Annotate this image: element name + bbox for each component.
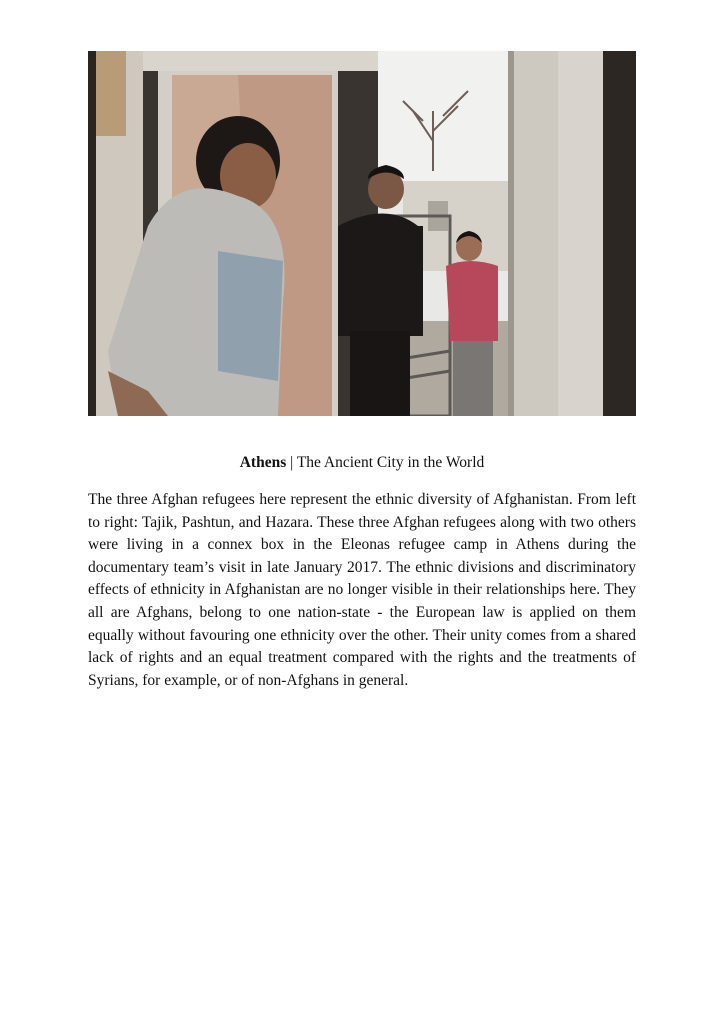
photo-caption	[88, 452, 636, 474]
caption-title: The Ancient City in the World	[296, 454, 485, 471]
caption-place: Athens	[239, 454, 287, 471]
refugee-photo	[88, 51, 636, 416]
body-paragraph: The three Afghan refugees here represent the ethnic diversity of Afghanistan. From left to right: Tajik, Pashtun, and Hazara. These three Afghan refugees along with two others were living in a connex box in the Eleonas refugee camp in Athens during the documentary team’s visit in late January 2017. The ethnic divisions and discriminatory effects of ethnicity in Afghanistan are no longer visible in their relationships here. They all are Afghans, belong to one nation-state - the European law is applied on them equally without favouring one ethnicity over the other. Their unity comes from a shared lack of rights and an equal treatment compared with the rights and the treatments of Syrians, for example, or of non-Afghans in general.	[88, 491, 636, 689]
caption-separator: |	[286, 454, 297, 471]
photo-illustration	[88, 51, 636, 416]
